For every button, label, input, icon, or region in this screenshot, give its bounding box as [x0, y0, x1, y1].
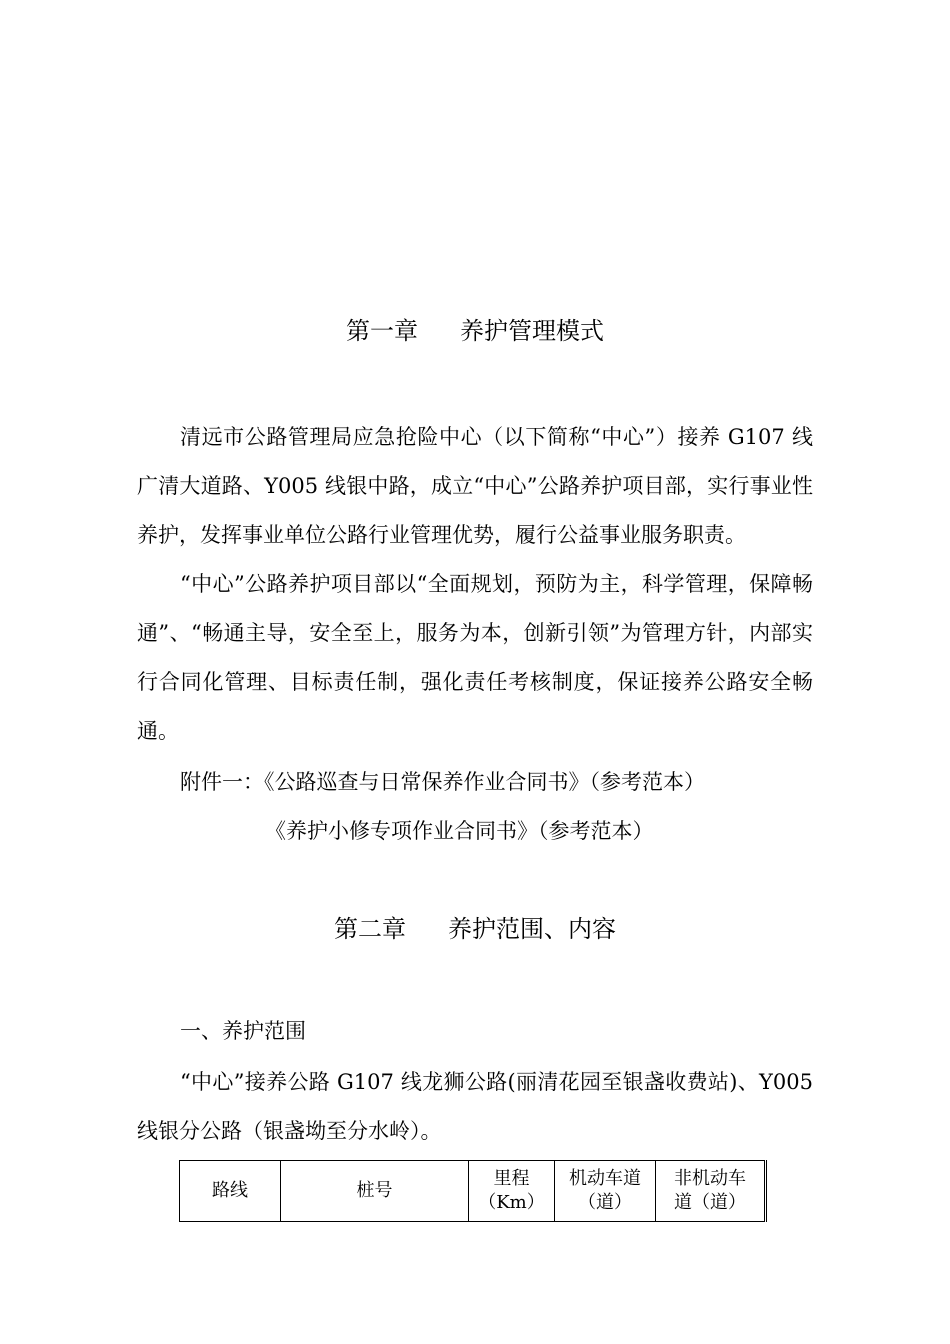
header-mileage: 里程 （Km）: [469, 1161, 555, 1222]
chapter-2-title: 养护范围、内容: [448, 915, 616, 943]
scope-table: [179, 1160, 767, 1222]
chapter-1-number: 第一章: [346, 317, 418, 345]
chapter-1-title: 养护管理模式: [460, 317, 604, 345]
chapter-2-heading: [0, 914, 950, 944]
attachment-1: 附件一：《公路巡查与日常保养作业合同书》（参考范本）: [180, 770, 705, 794]
header-motor-lanes: 机动车道 （道）: [555, 1161, 656, 1222]
chapter-2-number: 第二章: [334, 915, 406, 943]
paragraph-2: “中心”公路养护项目部以“全面规划，预防为主，科学管理，保障畅通”、“畅通主导，安全至上，服务为本，创新引领”为管理方针，内部实行合同化管理、目标责任制，强化责任考核制度，保证接养公路安全畅通。: [137, 572, 813, 743]
scope-table-header-row: [180, 1161, 766, 1222]
section-1-heading: 一、养护范围: [180, 1019, 306, 1043]
section-1-paragraph: “中心”接养公路 G107 线龙狮公路(丽清花园至银盏收费站)、Y005 线银分公路（银盏坳至分水岭）。: [137, 1070, 813, 1143]
attachment-2: 《养护小修专项作业合同书》（参考范本）: [265, 819, 654, 843]
header-stake: 桩号: [281, 1161, 469, 1222]
paragraph-1: 清远市公路管理局应急抢险中心（以下简称“中心”）接养 G107 线广清大道路、Y005 线银中路，成立“中心”公路养护项目部，实行事业性养护，发挥事业单位公路行业管理优势，履行公益事业服务职责。: [137, 425, 813, 547]
header-non-motor-lanes: 非机动车 道（道）: [656, 1161, 766, 1222]
header-route: 路线: [180, 1161, 281, 1222]
chapter-1-heading: [0, 316, 950, 346]
